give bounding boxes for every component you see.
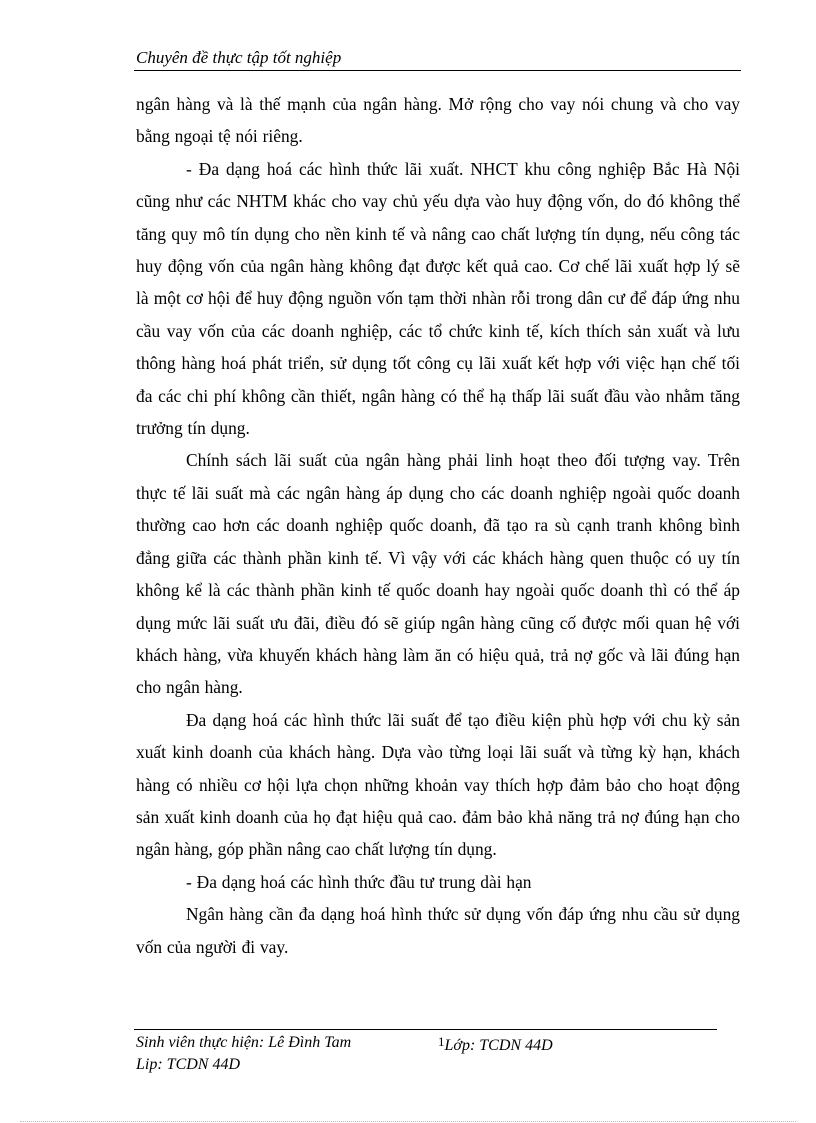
footer-class-label: Lớp: TCDN 44D bbox=[444, 1037, 553, 1054]
header-divider bbox=[134, 70, 741, 71]
footer-student: Sinh viên thực hiện: Lê Đình Tam bbox=[136, 1034, 352, 1051]
paragraph: Chính sách lãi suất của ngân hàng phải linh hoạt theo đối tượng vay. Trên thực tế lãi suất mà các ngân hàng áp dụng cho các doanh nghiệp ngoài quốc doanh thường cao hơn các doanh nghiệp quốc doanh, đã tạo ra sù cạnh tranh không bình đẳng giữa các thành phần kinh tế. Vì vậy với các khách hàng quen thuộc có uy tín không kể là các thành phần kinh tế quốc doanh hay ngoài quốc doanh thì có thể áp dụng mức lãi suất ưu đãi, điều đó sẽ giúp ngân hàng cũng cố được mối quan hệ với khách hàng, vừa khuyến khách hàng làm ăn có hiệu quả, trả nợ gốc và lãi đúng hạn cho ngân hàng. bbox=[136, 450, 740, 698]
page-header-title: Chuyên đề thực tập tốt nghiệp bbox=[136, 48, 342, 67]
footer-class-alt: Lip: TCDN 44D bbox=[136, 1056, 241, 1073]
paragraph: Đa dạng hoá các hình thức lãi suất để tạo điều kiện phù hợp với chu kỳ sản xuất kinh doanh của khách hàng. Dựa vào từng loại lãi suất và từng kỳ hạn, khách hàng có nhiều cơ hội lựa chọn những khoản vay thích hợp đảm bảo cho hoạt động sản xuất kinh doanh của họ đạt hiệu quả cao. đảm bảo khả năng trả nợ đúng hạn cho ngân hàng, góp phần nâng cao chất lượng tín dụng. bbox=[136, 709, 740, 860]
paragraph: - Đa dạng hoá các hình thức đầu tư trung dài hạn bbox=[186, 871, 532, 892]
page-bottom-border bbox=[20, 1121, 796, 1122]
footer-class bbox=[438, 1034, 553, 1055]
paragraph: Ngân hàng cần đa dạng hoá hình thức sử dụng vốn đáp ứng nhu cầu sử dụng vốn của người đi vay. bbox=[136, 904, 740, 957]
paragraph: - Đa dạng hoá các hình thức lãi xuất. NHCT khu công nghiệp Bắc Hà Nội cũng như các NHTM khác cho vay chủ yếu dựa vào huy động vốn, do đó không thể tăng quy mô tín dụng cho nền kinh tế và nâng cao chất lượng tín dụng, nếu công tác huy động vốn của ngân hàng không đạt được kết quả cao. Cơ chế lãi xuất hợp lý sẽ là một cơ hội để huy động nguồn vốn tạm thời nhàn rỗi trong dân cư để đáp ứng nhu cầu vay vốn của các doanh nghiệp, các tổ chức kinh tế, kích thích sản xuất và lưu thông hàng hoá phát triển, sử dụng tốt công cụ lãi xuất kết hợp với việc hạn chế tối đa các chi phí không cần thiết, ngân hàng có thể hạ thấp lãi suất đầu vào nhằm tăng trưởng tín dụng. bbox=[136, 158, 740, 439]
body-text bbox=[136, 88, 740, 963]
footer-divider bbox=[134, 1029, 717, 1030]
paragraph: ngân hàng và là thế mạnh của ngân hàng. Mở rộng cho vay nói chung và cho vay bằng ngoại tệ nói riêng. bbox=[136, 94, 740, 147]
footnote-mark: 1 bbox=[438, 1034, 445, 1049]
